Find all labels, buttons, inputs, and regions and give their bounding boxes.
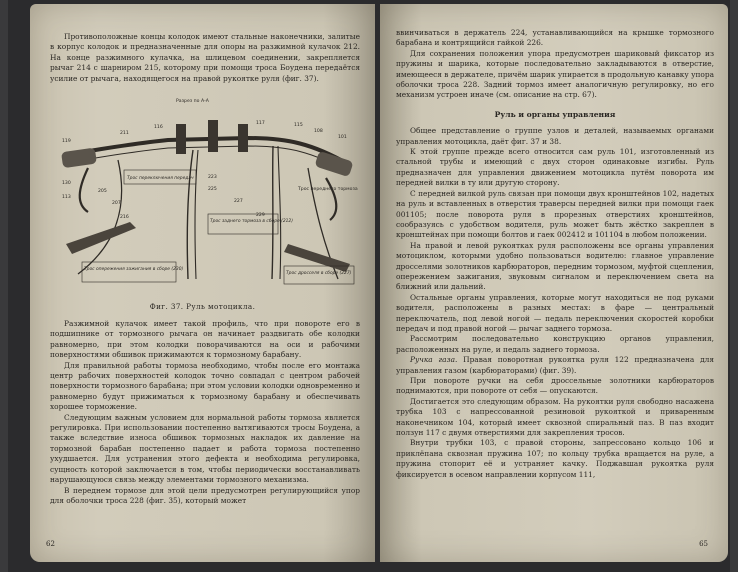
- paragraph: Общее представление о группе узлов и деталей, называемых органами управления мотоцикла, даёт фиг. 37 и 38.: [396, 126, 714, 146]
- svg-text:113: 113: [62, 195, 71, 200]
- svg-text:223: 223: [208, 175, 217, 180]
- paragraph: В переднем тормозе для этой цели предусмотрен регулирующийся упор для оболочки троса 228 (фиг. 35), который может: [50, 485, 360, 505]
- svg-text:Трос переднего тормоза: Трос переднего тормоза: [298, 187, 358, 192]
- open-book: [8, 0, 730, 572]
- svg-text:207: 207: [112, 201, 121, 206]
- handlebar-figure: [58, 94, 358, 289]
- paragraph: С передней вилкой руль связан при помощи двух кронштейнов 102, надетых на руль и вставленных в отверстия траверсы передней вилки при помощи гаек 001105; после поворота руля в прорезных отверстиях кронштейнов, сообразуясь с удобством водителя, руль может быть жёстко закреплен в кронштейнах при помощи болтов и гаек 002412 и 101104 в любом положении.: [396, 188, 714, 240]
- svg-text:211: 211: [120, 131, 129, 136]
- paragraph: Остальные органы управления, которые могут находиться не под руками водителя, расположены в разных местах: в фаре — центральный переключатель, под левой ногой — педаль переключения скоростей коробки передач и под правой ногой — рычаг заднего тормоза.: [396, 292, 714, 333]
- paragraph: При повороте ручки на себя дроссельные золотники карбюраторов поднимаются, при повороте от себя — опускаются.: [396, 376, 714, 396]
- svg-text:229: 229: [256, 213, 265, 218]
- page-number: 62: [46, 540, 55, 548]
- svg-text:108: 108: [314, 129, 323, 134]
- paragraph: Внутри трубки 103, с правой стороны, запрессовано кольцо 106 и приклёпана сквозная пружина 107; по кольцу трубка вращается на руле, а пружина стопорит её и устраняет качку. Поджавшая рукоятка руля фиксируется в осевом направлении корпусом 111,: [396, 438, 714, 479]
- paragraph: ввинчиваться в держатель 224, устанавливающийся на крышке тормозного барабана и контрящийся гайкой 226.: [396, 28, 714, 48]
- svg-text:216: 216: [120, 215, 129, 220]
- svg-text:Трос переключения передач: Трос переключения передач: [127, 176, 194, 181]
- italic-para-text: Правая поворотная рукоятка руля 122 предназначена для управления газом (карбюраторами) (фиг. 39).: [396, 355, 714, 375]
- left-page: [30, 4, 375, 562]
- figure-caption: Фиг. 37. Руль мотоцикла.: [149, 302, 256, 311]
- paragraph: Разжимной кулачок имеет такой профиль, что при повороте его в подшипнике от тормозного рычага он начинает раздвигать обе колодки равномерно, при этом колодки поворачиваются на оси и рабочими поверхностями обшивок прижимаются к тормозному барабану.: [50, 319, 360, 360]
- svg-text:130: 130: [62, 181, 71, 186]
- svg-text:116: 116: [154, 125, 163, 130]
- paragraph: Для правильной работы тормоза необходимо, чтобы после его монтажа центр рабочих поверхностей колодок точно совпадал с центром рабочей поверхности тормозного барабана; при этом условии колодки одновременно и равномерно будут прижиматься к тормозному барабану и обеспечивать хорошее торможение.: [50, 360, 360, 412]
- paragraph: Следующим важным условием для нормальной работы тормоза является регулировка. При использовании постепенно вытягиваются тросы Боудена, а также вследствие износа обшивок тормозных накладок их давление на тормозной барабан постепенно падает и работа тормоза постепенно ухудшается. Для устранения этого дефекта и необходима регулировка, сущность которой заключается в том, чтобы периодически восстанавливать нарушающуюся связь между элементами тормозного механизма.: [50, 412, 360, 485]
- svg-text:115: 115: [294, 123, 303, 128]
- svg-text:101: 101: [338, 135, 347, 140]
- figure-section-label: Разрез по А-А: [176, 99, 209, 104]
- paragraph: Достигается это следующим образом. На рукоятки руля свободно насажена трубка 103 с напрессованной резиновой рукояткой и приваренным наконечником 104, который имеет сквозной спиральный паз. В паз входит ползун 117 с двумя отверстиями для закрепления тросов.: [396, 396, 714, 438]
- paragraph: Для сохранения положения упора предусмотрен шариковый фиксатор из пружины и шарика, которые последовательно закладываются в отверстие, имеющееся в держателе, причём шарик упирается в продольную канавку упора оболочки троса 228. Задний тормоз имеет аналогичную регулировку, но его механизм устроен иначе (см. описание на стр. 67).: [396, 48, 714, 100]
- italic-lead: Ручка газа.: [410, 355, 458, 365]
- left-bottom-text: [50, 319, 360, 506]
- svg-text:119: 119: [62, 139, 71, 144]
- svg-text:205: 205: [98, 189, 107, 194]
- right-top-text: [396, 28, 714, 480]
- paragraph: К этой группе прежде всего относится сам руль 101, изготовленный из стальной трубы и имеющий с двух сторон одинаковые изгибы. Руль предназначен для управления движением мотоцикла путём поворота им передней вилки в ту или другую сторону.: [396, 147, 714, 188]
- left-top-text: [50, 32, 360, 84]
- right-page: [380, 4, 728, 562]
- svg-text:117: 117: [256, 121, 265, 126]
- svg-text:227: 227: [234, 199, 243, 204]
- paragraph: Рассмотрим последовательно конструкцию органов управления, расположенных на руле, и педаль заднего тормоза.: [396, 334, 714, 354]
- paragraph: Противоположные концы колодок имеют стальные наконечники, залитые в корпус колодок и предназначенные для опоры на разжимной кулачок 212. На конце разжимного кулачка, на шлицевом соединении, закрепляется рычаг 214 с шарниром 215, которому при помощи троса Боудена передаётся усилие от рычага, находящегося на правой рукоятке руля (фиг. 37).: [50, 32, 360, 83]
- paragraph: На правой и левой рукоятках руля расположены все органы управления мотоциклом, которыми удобно пользоваться водителю: главное управление дросселями золотников карбюраторов, передним тормозом, муфтой сцепления, опережением зажигания, звуковым сигналом и переключением света на ближний или дальний.: [396, 240, 714, 292]
- svg-text:225: 225: [208, 187, 217, 192]
- svg-text:Трос дросселя в сборе (227): Трос дросселя в сборе (227): [286, 271, 352, 276]
- page-number: 65: [699, 540, 708, 548]
- svg-text:Трос опережения зажигания в сб: Трос опережения зажигания в сборе (230): [84, 267, 184, 272]
- paragraph: [396, 355, 714, 376]
- svg-text:Трос заднего тормоза в сборе (: Трос заднего тормоза в сборе (212): [210, 219, 293, 224]
- section-title: Руль и органы управления: [494, 109, 616, 119]
